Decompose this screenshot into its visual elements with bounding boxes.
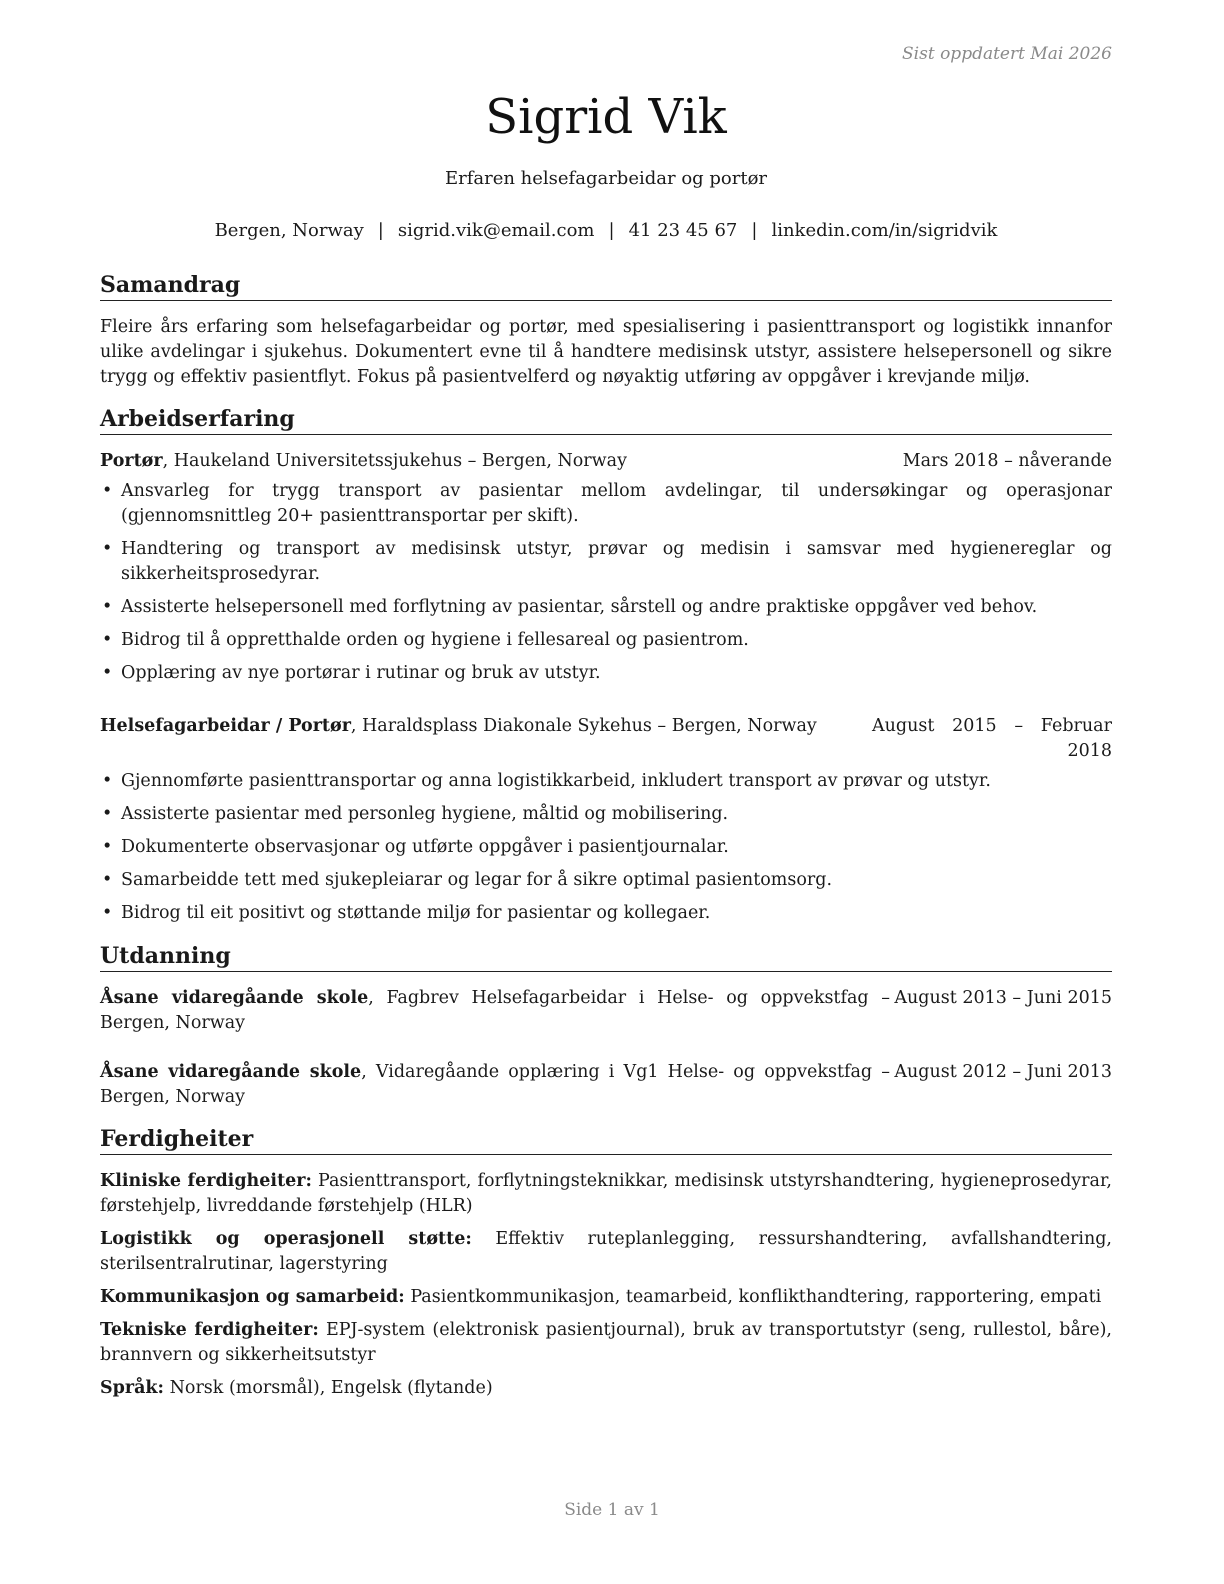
job-bullet: • Gjennomførte pasienttransportar og anna logistikkarbeid, inkludert transport av prøvar og utstyr. [100,769,1112,794]
skill-label: Tekniske ferdigheiter: [100,1320,319,1340]
job-bullet: • Bidrog til å oppretthalde orden og hygiene i fellesareal og pasientrom. [100,628,1112,653]
job-bullet: • Dokumenterte observasjonar og utførte oppgåver i pasientjournalar. [100,835,1112,860]
education-entry [100,986,1112,1036]
education-dates: August 2012 – Juni 2013 [894,1062,1112,1082]
section-title-experience: Arbeidserfaring [100,405,1112,435]
job-header [100,449,1112,474]
job-bullets [100,479,1112,686]
job-bullet: • Ansvarleg for trygg transport av pasientar mellom avdelingar, til undersøkingar og operasjonar (gjennomsnittleg 20+ pasienttransportar per skift). [100,479,1112,529]
section-title-education: Utdanning [100,942,1112,972]
summary-section [100,271,1112,390]
job-entry [100,714,1112,926]
job-bullet: • Opplæring av nye portørar i rutinar og bruk av utstyr. [100,661,1112,686]
education-section [100,942,1112,1110]
education-detail: , Fagbrev Helsefagarbeidar i Helse- og oppvekstfag – Bergen, Norway [100,988,890,1033]
contact-email[interactable]: sigrid.vik@email.com [397,220,595,241]
contact-separator: | [377,220,384,241]
skill-label: Kliniske ferdigheiter: [100,1171,312,1191]
contact-line [100,218,1112,244]
candidate-name: Sigrid Vik [485,89,727,145]
section-title-summary: Samandrag [100,271,1112,301]
section-title-skills: Ferdigheiter [100,1125,1112,1155]
job-bullet: • Samarbeidde tett med sjukepleiarar og legar for å sikre optimal pasientomsorg. [100,868,1112,893]
skills-section [100,1125,1112,1409]
job-place: , Haukeland Universitetssjukehus – Bergen, Norway [162,451,627,471]
contact-location: Bergen, Norway [214,220,364,241]
page-number: Side 1 av 1 [564,1500,660,1520]
job-dates: Mars 2018 – nåverande [902,451,1112,471]
contact-linkedin[interactable]: linkedin.com/in/sigridvik [771,220,998,241]
skill-label: Kommunikasjon og samarbeid: [100,1287,405,1307]
candidate-tagline: Erfaren helsefagarbeidar og portør [444,168,768,189]
skill-text: Pasientkommunikasjon, teamarbeid, konflikthandtering, rapportering, empati [404,1287,1102,1307]
skill-row [100,1169,1112,1219]
job-role: Portør [100,451,163,471]
education-entry [100,1060,1112,1110]
skill-row [100,1318,1112,1368]
skill-text: EPJ-system (elektronisk pasientjournal), bruk av transportutstyr (seng, rullestol, båre), brannvern og sikkerheitsutstyr [100,1320,1112,1365]
job-bullet: • Handtering og transport av medisinsk utstyr, prøvar og medisin i samsvar med hygienereglar og sikkerheitsprosedyrar. [100,537,1112,587]
education-school: Åsane vidaregåande skole [100,1062,362,1082]
last-updated: Sist oppdatert Mai 2026 [902,44,1112,64]
job-role: Helsefagarbeidar / Portør [100,716,351,736]
job-place: , Haraldsplass Diakonale Sykehus – Bergen, Norway [350,716,817,736]
contact-separator: | [751,220,758,241]
job-entry [100,449,1112,686]
education-school: Åsane vidaregåande skole [100,988,369,1008]
job-dates: August 2015 – Februar 2018 [872,716,1112,761]
education-detail: , Vidaregåande opplæring i Vg1 Helse- og oppvekstfag – Bergen, Norway [100,1062,891,1107]
education-dates: August 2013 – Juni 2015 [894,988,1112,1008]
experience-section [100,405,1112,926]
job-header [100,714,1112,764]
job-bullet: • Bidrog til eit positivt og støttande miljø for pasientar og kollegaer. [100,901,1112,926]
job-bullet: • Assisterte pasientar med personleg hygiene, måltid og mobilisering. [100,802,1112,827]
skill-row [100,1227,1112,1277]
skill-label: Språk: [100,1378,165,1398]
job-bullet: • Assisterte helsepersonell med forflytning av pasientar, sårstell og andre praktiske oppgåver ved behov. [100,595,1112,620]
job-bullets [100,769,1112,926]
skill-row [100,1376,1112,1401]
skill-label: Logistikk og operasjonell støtte: [100,1229,472,1249]
skill-row [100,1285,1112,1310]
summary-text: Fleire års erfaring som helsefagarbeidar og portør, med spesialisering i pasienttransport og logistikk innanfor ulike avdelingar i sjukehus. Dokumentert evne til å handtere medisinsk utstyr, assistere helsepersonell og sikre trygg og effektiv pasientflyt. Fokus på pasientvelferd og nøyaktig utføring av oppgåver i krevjande miljø. [100,317,1112,387]
skill-text: Effektiv ruteplanlegging, ressurshandtering, avfallshandtering, sterilsentralrutinar, lagerstyring [100,1229,1112,1274]
skill-text: Pasienttransport, forflytningsteknikkar, medisinsk utstyrshandtering, hygieneprosedyrar, førstehjelp, livreddande førstehjelp (HLR) [100,1171,1112,1216]
contact-separator: | [608,220,615,241]
skill-text: Norsk (morsmål), Engelsk (flytande) [164,1378,493,1398]
contact-phone: 41 23 45 67 [628,220,738,241]
